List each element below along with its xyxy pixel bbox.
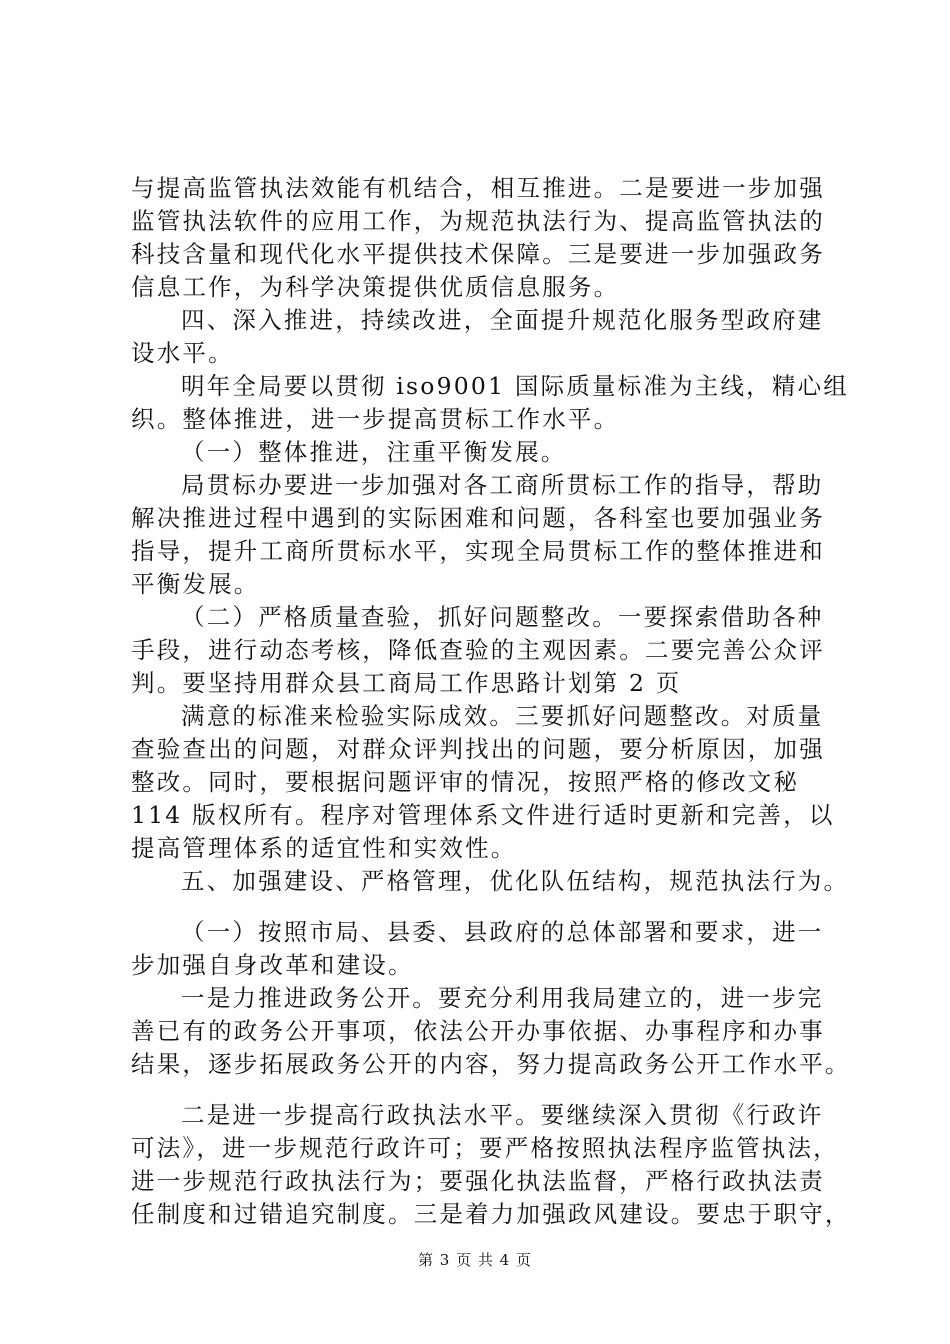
paragraph-start: 二是进一步提高行政执法水平。要继续深入贯彻《行政许 xyxy=(181,1101,824,1129)
paragraph-start: 一是力推进政务公开。要充分利用我局建立的，进一步完 xyxy=(181,984,824,1012)
paragraph-start: 明年全局要以贯彻 iso9001 国际质量标准为主线，精心组 xyxy=(181,372,849,400)
text-line: 任制度和过错追究制度。三是着力加强政风建设。要忠于职守， xyxy=(131,1200,851,1228)
text-line: 平衡发展。 xyxy=(131,570,260,598)
subsection-heading: （一）整体推进，注重平衡发展。 xyxy=(181,438,567,466)
text-line: 指导，提升工商所贯标水平，实现全局贯标工作的整体推进和 xyxy=(131,537,825,565)
section-heading: 四、深入推进，持续改进，全面提升规范化服务型政府建 xyxy=(181,306,824,334)
text-line: 信息工作，为科学决策提供优质信息服务。 xyxy=(131,273,620,301)
text-line: 与提高监管执法效能有机结合，相互推进。二是要进一步加强 xyxy=(131,174,825,202)
text-line: 织。整体推进，进一步提高贯标工作水平。 xyxy=(131,405,620,433)
paragraph-start: 满意的标准来检验实际成效。三要抓好问题整改。对质量 xyxy=(181,702,824,730)
document-body xyxy=(131,172,851,1231)
text-line: 设水平。 xyxy=(131,339,234,367)
text-line: 科技含量和现代化水平提供技术保障。三是要进一步加强政务 xyxy=(131,240,825,268)
text-line: 整改。同时，要根据问题评审的情况，按照严格的修改文秘 xyxy=(131,768,800,796)
text-line: 114 版权所有。程序对管理体系文件进行适时更新和完善，以 xyxy=(131,801,835,829)
text-line: 监管执法软件的应用工作，为规范执法行为、提高监管执法的 xyxy=(131,207,825,235)
paragraph-start: 局贯标办要进一步加强对各工商所贯标工作的指导，帮助 xyxy=(181,471,824,499)
text-line: 可法》，进一步规范行政许可；要严格按照执法程序监管执法， xyxy=(131,1134,839,1162)
text-line: 善已有的政务公开事项，依法公开办事依据、办事程序和办事 xyxy=(131,1017,825,1045)
text-line: 结果，逐步拓展政务公开的内容，努力提高政务公开工作水平。 xyxy=(131,1050,851,1078)
page-footer: 第 3 页 共 4 页 xyxy=(418,1251,532,1269)
text-line: 进一步规范行政执法行为；要强化执法监督，严格行政执法责 xyxy=(131,1167,825,1195)
subsection-heading: （二）严格质量查验，抓好问题整改。一要探索借助各种 xyxy=(181,603,824,631)
section-heading: 五、加强建设、严格管理，优化队伍结构，规范执法行为。 xyxy=(181,867,850,895)
text-line: 解决推进过程中遇到的实际困难和问题，各科室也要加强业务 xyxy=(131,504,825,532)
text-line: 查验查出的问题，对群众评判找出的问题，要分析原因，加强 xyxy=(131,735,825,763)
text-line: 步加强自身改革和建设。 xyxy=(131,951,414,979)
subsection-heading: （一）按照市局、县委、县政府的总体部署和要求，进一 xyxy=(181,918,824,946)
text-line: 手段，进行动态考核，降低查验的主观因素。二要完善公众评 xyxy=(131,636,825,664)
text-line: 提高管理体系的适宜性和实效性。 xyxy=(131,834,517,862)
text-line: 判。要坚持用群众县工商局工作思路计划第 2 页 xyxy=(131,669,682,697)
